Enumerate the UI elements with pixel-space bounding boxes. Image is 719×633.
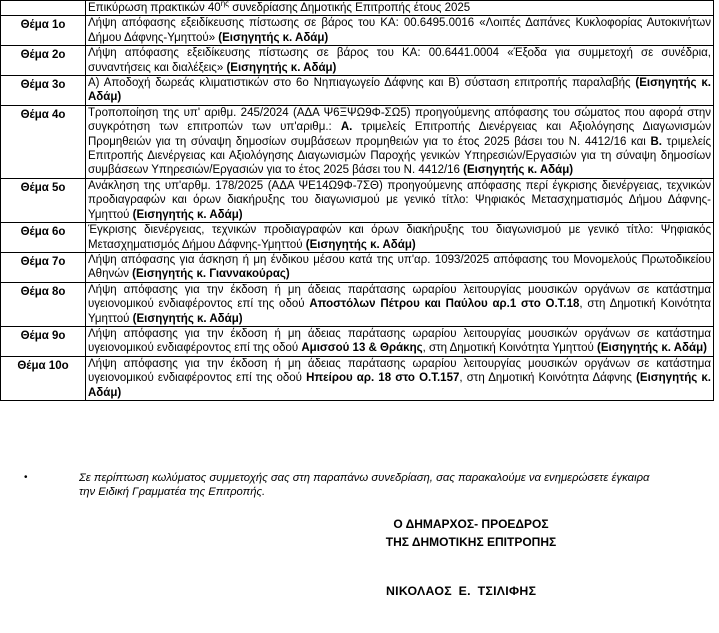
header-row	[1, 1, 714, 16]
description-text: τριμελείς Επιτροπής Διενέργειας και Αξιολόγησης Διαγωνισμών Παροχής γενικών Υπηρεσιών/Εργασιών για τη σύναψη δημοσίων συμβάσεων Υπηρεσιών/Εργασιών για το έτος 2025 βάσει του Ν. 4412/16	[88, 135, 712, 177]
description-text: Α) Αποδοχή δωρεάς κλιματιστικών στο 6ο Νηπιαγωγείο Δάφνης και Β) σύσταση επιτροπής παραλαβής	[88, 77, 636, 90]
topic-description	[86, 46, 714, 76]
agenda-row	[1, 16, 714, 46]
agenda-row	[1, 46, 714, 76]
topic-number: Θέμα 10ο	[1, 356, 86, 400]
topic-number: Θέμα 2ο	[1, 46, 86, 76]
topic-description	[86, 282, 714, 326]
description-text: Λήψη απόφασης εξειδίκευσης πίστωσης σε βάρος του ΚΑ: 00.6495.0016 «Λοιπές Δαπάνες Κυκλοφορίας Αυτοκινήτων Δήμου Δάφνης-Υμηττού»	[88, 17, 711, 44]
topic-number: Θέμα 7ο	[1, 252, 86, 282]
emphasis-text: Αμισσού 13 & Θράκης	[301, 342, 423, 355]
emphasis-text: (Εισηγητής κ. Αδάμ)	[132, 208, 243, 221]
agenda-row	[1, 105, 714, 178]
description-text: τριμελείς Επιτροπής Διενέργειας και Αξιολόγησης Διαγωνισμών Προμηθειών για τη σύναψη δημοσίων συμβάσεων προμηθειών για το έτος 2025 βάσει του Ν. 4412/16 και	[88, 121, 711, 148]
topic-number: Θέμα 5ο	[1, 178, 86, 222]
topic-number: Θέμα 8ο	[1, 282, 86, 326]
emphasis-text: (Εισηγητής κ. Αδάμ)	[305, 238, 416, 251]
topic-description	[86, 178, 714, 222]
description-text: Τροποποίηση της υπ' αριθμ. 245/2024 (ΑΔΑ Ψ6ΞΨΩ9Φ-ΣΩ5) προηγούμενης απόφασης του σώματος που αφορά στην συγκρότηση των επιτροπών των υπ'αριθμ.:	[88, 106, 711, 134]
emphasis-text: Αποστόλων Πέτρου και Παύλου αρ.1 στο Ο.Τ.18	[309, 298, 580, 311]
emphasis-text: (Εισηγητής κ. Αδάμ)	[132, 312, 243, 325]
footnote	[26, 471, 666, 499]
topic-number: Θέμα 6ο	[1, 223, 86, 253]
signature-title-line2: ΤΗΣ ΔΗΜΟΤΙΚΗΣ ΕΠΙΤΡΟΠΗΣ	[385, 535, 557, 549]
signature-title-line1: Ο ΔΗΜΑΡΧΟΣ- ΠΡΟΕΔΡΟΣ	[393, 517, 549, 531]
description-text: Λήψη απόφασης για την έκδοση ή μη άδειας παράτασης ωραρίου λειτουργίας μουσικών οργάνων σε κατάστημα υγειονομικού ενδιαφέροντος επί της οδού	[88, 327, 711, 355]
agenda-row	[1, 356, 714, 400]
topic-description	[86, 356, 714, 400]
emphasis-text: Ηπείρου αρ. 18 στο Ο.Τ.157	[306, 372, 460, 385]
description-text: Λήψη απόφασης εξειδίκευσης πίστωσης σε βάρος του ΚΑ: 00.6441.0004 «Έξοδα για συμμετοχή σε συνέδρια, συναντήσεις και διαλέξεις»	[88, 47, 711, 74]
topic-number: Θέμα 4ο	[1, 105, 86, 178]
emphasis-text: (Εισηγητής κ. Αδάμ)	[218, 31, 329, 44]
footnote-text: Σε περίπτωση κωλύματος συμμετοχής σας στη παραπάνω συνεδρίαση, σας παρακαλούμε να ενημερώσετε έγκαιρα την Ειδική Γραμματέα της Επιτροπής.	[79, 472, 650, 498]
emphasis-text: (Εισηγητής κ. Γιαννακούρας)	[132, 268, 290, 281]
description-text: , στη Δημοτική Κοινότητα Δάφνης	[459, 372, 637, 385]
description-text: Ανάκληση της υπ'αρθμ. 178/2025 (ΑΔΑ ΨΕ14Ω9Φ-7ΣΘ) προηγούμενης απόφασης περί έγκρισης διενέργειας, τεχνικών προδιαγραφών και όρων διακήρυξης του διαγωνισμού με γενικό τίτλο: Ψηφιακός Μετασχηματισμός Δήμου Δάφνης-Υμηττού	[88, 179, 711, 221]
agenda-row	[1, 326, 714, 356]
emphasis-text: (Εισηγητής κ. Αδάμ)	[463, 164, 574, 177]
emphasis-text: Α.	[340, 121, 353, 134]
description-text: Λήψη απόφασης για άσκηση ή μη ένδικου μέσου κατά της υπ'αρ. 1093/2025 απόφασης του Μονομελούς Πρωτοδικείου Αθηνών	[88, 253, 711, 281]
emphasis-text: (Εισηγητής κ. Αδάμ)	[88, 77, 711, 104]
header-description: Επικύρωση πρακτικών $40^{\eta\varsigma}$ συνεδρίασης Δημοτικής Επιτροπής έτους 2025	[86, 1, 714, 16]
emphasis-text: (Εισηγητής κ. Αδάμ)	[597, 342, 707, 355]
topic-number: Θέμα 1ο	[1, 16, 86, 46]
agenda-row	[1, 178, 714, 222]
description-text: Λήψη απόφασης για την έκδοση ή μη άδειας παράτασης ωραρίου λειτουργίας μουσικών οργάνων σε κατάστημα υγειονομικού ενδιαφέροντος επί της οδού	[88, 283, 711, 311]
topic-description	[86, 105, 714, 178]
description-text: Λήψη απόφασης για την έκδοση ή μη άδειας παράτασης ωραρίου λειτουργίας μουσικών οργάνων σε κατάστημα υγειονομικού ενδιαφέροντος επί της οδού	[88, 357, 711, 385]
emphasis-text: (Εισηγητής κ. Αδάμ)	[226, 61, 337, 74]
description-text: Έγκρισης διενέργειας, τεχνικών προδιαγραφών και όρων διακήρυξης του διαγωνισμού με γενικό τίτλο: Ψηφιακός Μετασχηματισμός Δήμου Δάφνης-Υμηττού	[88, 224, 711, 251]
description-text: , στη Δημοτική Κοινότητα Υμηττού	[88, 298, 711, 325]
signature-name: ΝΙΚΟΛΑΟΣ Ε. ΤΣΙΛΙΦΗΣ	[386, 584, 537, 598]
topic-description	[86, 223, 714, 253]
agenda-row	[1, 76, 714, 106]
emphasis-text: Β.	[650, 135, 662, 148]
topic-description	[86, 16, 714, 46]
bullet-icon: •	[24, 472, 28, 483]
agenda-row	[1, 223, 714, 253]
agenda-row	[1, 282, 714, 326]
topic-description	[86, 76, 714, 106]
emphasis-text: (Εισηγητής κ. Αδάμ)	[88, 372, 711, 399]
topic-description	[86, 252, 714, 282]
topic-description	[86, 326, 714, 356]
topic-number: Θέμα 9ο	[1, 326, 86, 356]
agenda-row	[1, 252, 714, 282]
description-text: , στη Δημοτική Κοινότητα Υμηττού	[422, 342, 598, 355]
topic-number: Θέμα 3ο	[1, 76, 86, 106]
header-topic-cell	[1, 1, 86, 16]
